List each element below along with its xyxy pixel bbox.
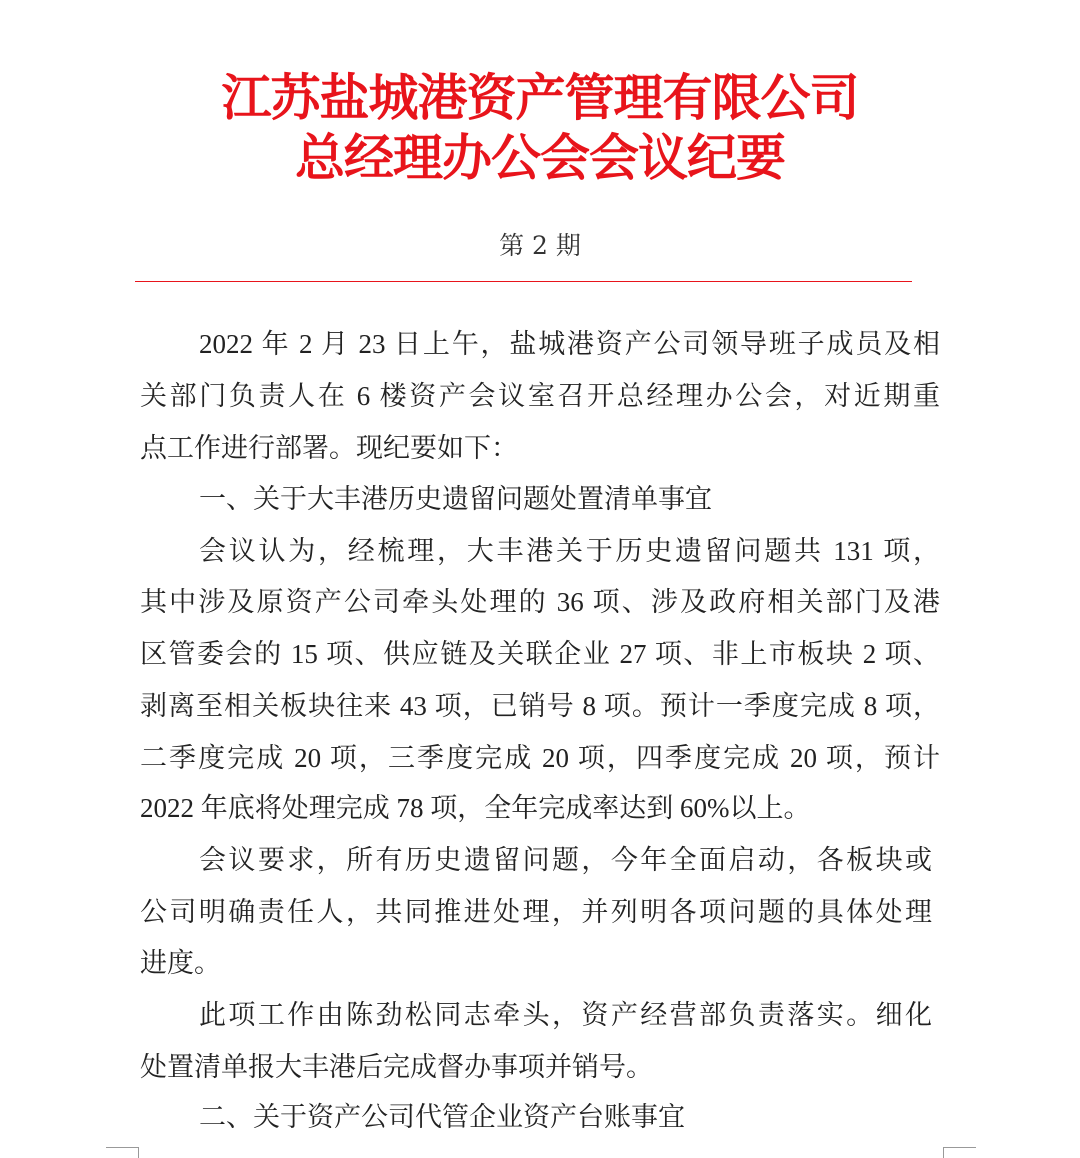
section-heading: 一、关于大丰港历史遗留问题处置清单事宜: [199, 484, 712, 514]
text-line: 2022 年底将处理完成 78 项，全年完成率达到 60%以上。: [140, 793, 811, 823]
text-line: 点工作进行部署。现纪要如下：: [140, 433, 518, 463]
page-corner-mark-right: [943, 1147, 976, 1158]
text-line: 剥离至相关板块往来 43 项，已销号 8 项。预计一季度完成 8 项，: [140, 691, 940, 721]
document-title-line1: 江苏盐城港资产管理有限公司: [221, 68, 859, 127]
red-divider: [135, 281, 912, 282]
text-line: 2022 年 2 月 23 日上午，盐城港资产公司领导班子成员及相: [199, 329, 940, 359]
text-line: 区管委会的 15 项、供应链及关联企业 27 项、非上市板块 2 项、: [140, 639, 940, 669]
section-heading: 二、关于资产公司代管企业资产台账事宜: [199, 1102, 685, 1132]
text-line: 会议认为，经梳理，大丰港关于历史遗留问题共 131 项，: [199, 536, 940, 566]
text-line: 处置清单报大丰港后完成督办事项并销号。: [140, 1052, 653, 1082]
text-line: 公司明确责任人，共同推进处理，并列明各项问题的具体处理: [140, 897, 932, 927]
text-line: 关部门负责人在 6 楼资产会议室召开总经理办公会，对近期重: [140, 381, 940, 411]
text-line: 会议要求，所有历史遗留问题，今年全面启动，各板块或: [199, 845, 932, 875]
text-line: 进度。: [140, 948, 221, 978]
issue-number: 第 2 期: [499, 231, 581, 260]
text-line: 此项工作由陈劲松同志牵头，资产经营部负责落实。细化: [199, 1000, 932, 1030]
text-line: 其中涉及原资产公司牵头处理的 36 项、涉及政府相关部门及港: [140, 587, 940, 617]
text-line: 二季度完成 20 项，三季度完成 20 项，四季度完成 20 项，预计: [140, 743, 940, 773]
document-title-line2: 总经理办公会会议纪要: [295, 128, 785, 187]
page-corner-mark-left: [106, 1147, 139, 1158]
